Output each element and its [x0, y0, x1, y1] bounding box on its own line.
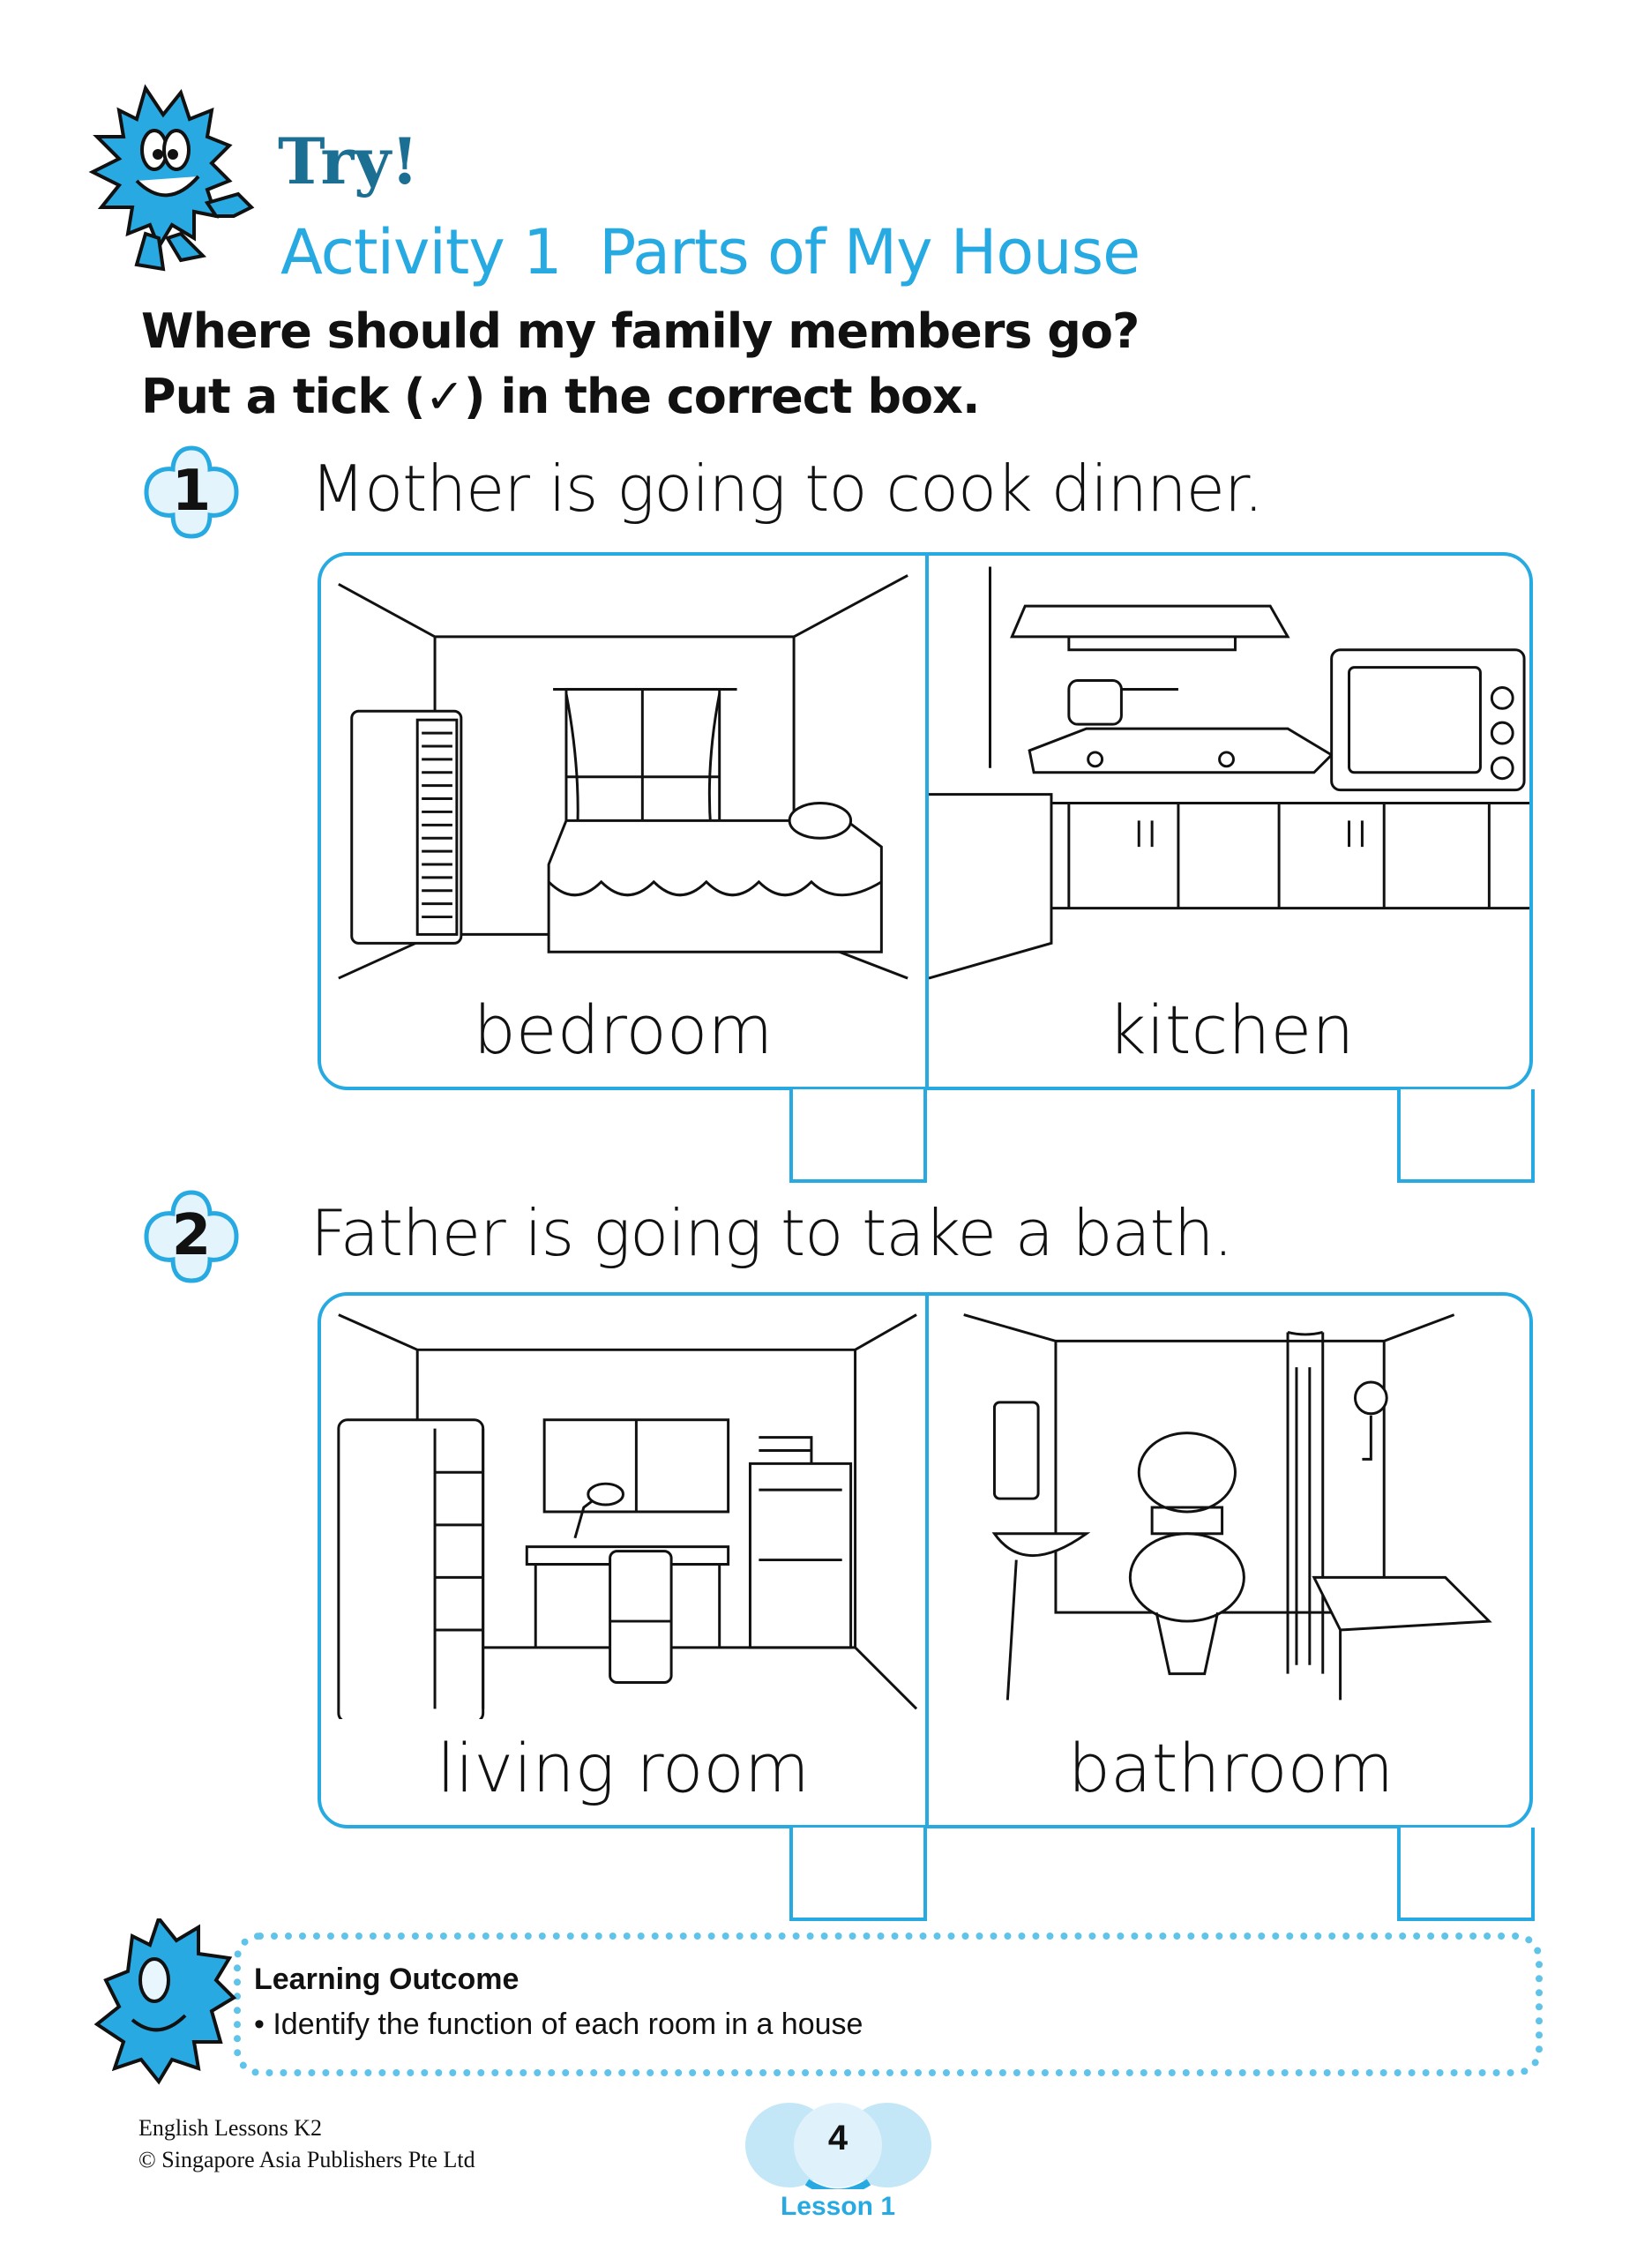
- try-heading: Try!: [278, 123, 419, 198]
- learning-outcome-box: [234, 1933, 1543, 2076]
- option-label: living room: [437, 1729, 810, 1807]
- learning-outcome-heading: Learning Outcome: [254, 1963, 520, 1996]
- learning-outcome-bullet: • Identify the function of each room in a house: [254, 2008, 863, 2041]
- tick-box-living-room[interactable]: [789, 1828, 927, 1921]
- question-number: 1: [171, 459, 212, 524]
- instruction-line-1: Where should my family members go?: [141, 303, 1140, 359]
- option-bathroom: [925, 1296, 1533, 1825]
- question-1-panel: [318, 552, 1533, 1090]
- living-room-illustration: [321, 1296, 925, 1719]
- option-label: kitchen: [1107, 991, 1355, 1069]
- book-title: English Lessons K2: [138, 2115, 322, 2141]
- mascot-icon: [84, 84, 282, 282]
- option-kitchen: [925, 556, 1533, 1087]
- lesson-label: Lesson 1: [780, 2192, 896, 2221]
- mascot-icon: [88, 1918, 247, 2086]
- bathroom-illustration: [929, 1296, 1533, 1719]
- activity-title: Activity 1 Parts of My House: [280, 216, 1140, 288]
- question-2-panel: [318, 1292, 1533, 1828]
- question-text: Father is going to take a bath.: [310, 1196, 1233, 1270]
- page-number: 4: [827, 2119, 848, 2157]
- question-number-badge: [141, 443, 242, 542]
- tick-box-bathroom[interactable]: [1397, 1828, 1535, 1921]
- tick-box-bedroom[interactable]: [789, 1089, 927, 1183]
- question-number-badge: [141, 1187, 242, 1286]
- option-bedroom: [321, 556, 925, 1087]
- copyright: © Singapore Asia Publishers Pte Ltd: [138, 2147, 475, 2172]
- option-label: bedroom: [473, 991, 774, 1069]
- instruction-line-2: Put a tick (✓) in the correct box.: [141, 369, 980, 424]
- bedroom-illustration: [321, 556, 925, 981]
- option-living-room: [321, 1296, 925, 1825]
- question-number: 2: [171, 1203, 212, 1268]
- option-label: bathroom: [1067, 1729, 1394, 1807]
- kitchen-illustration: [929, 556, 1533, 981]
- tick-box-kitchen[interactable]: [1397, 1089, 1535, 1183]
- question-text: Mother is going to cook dinner.: [310, 452, 1263, 526]
